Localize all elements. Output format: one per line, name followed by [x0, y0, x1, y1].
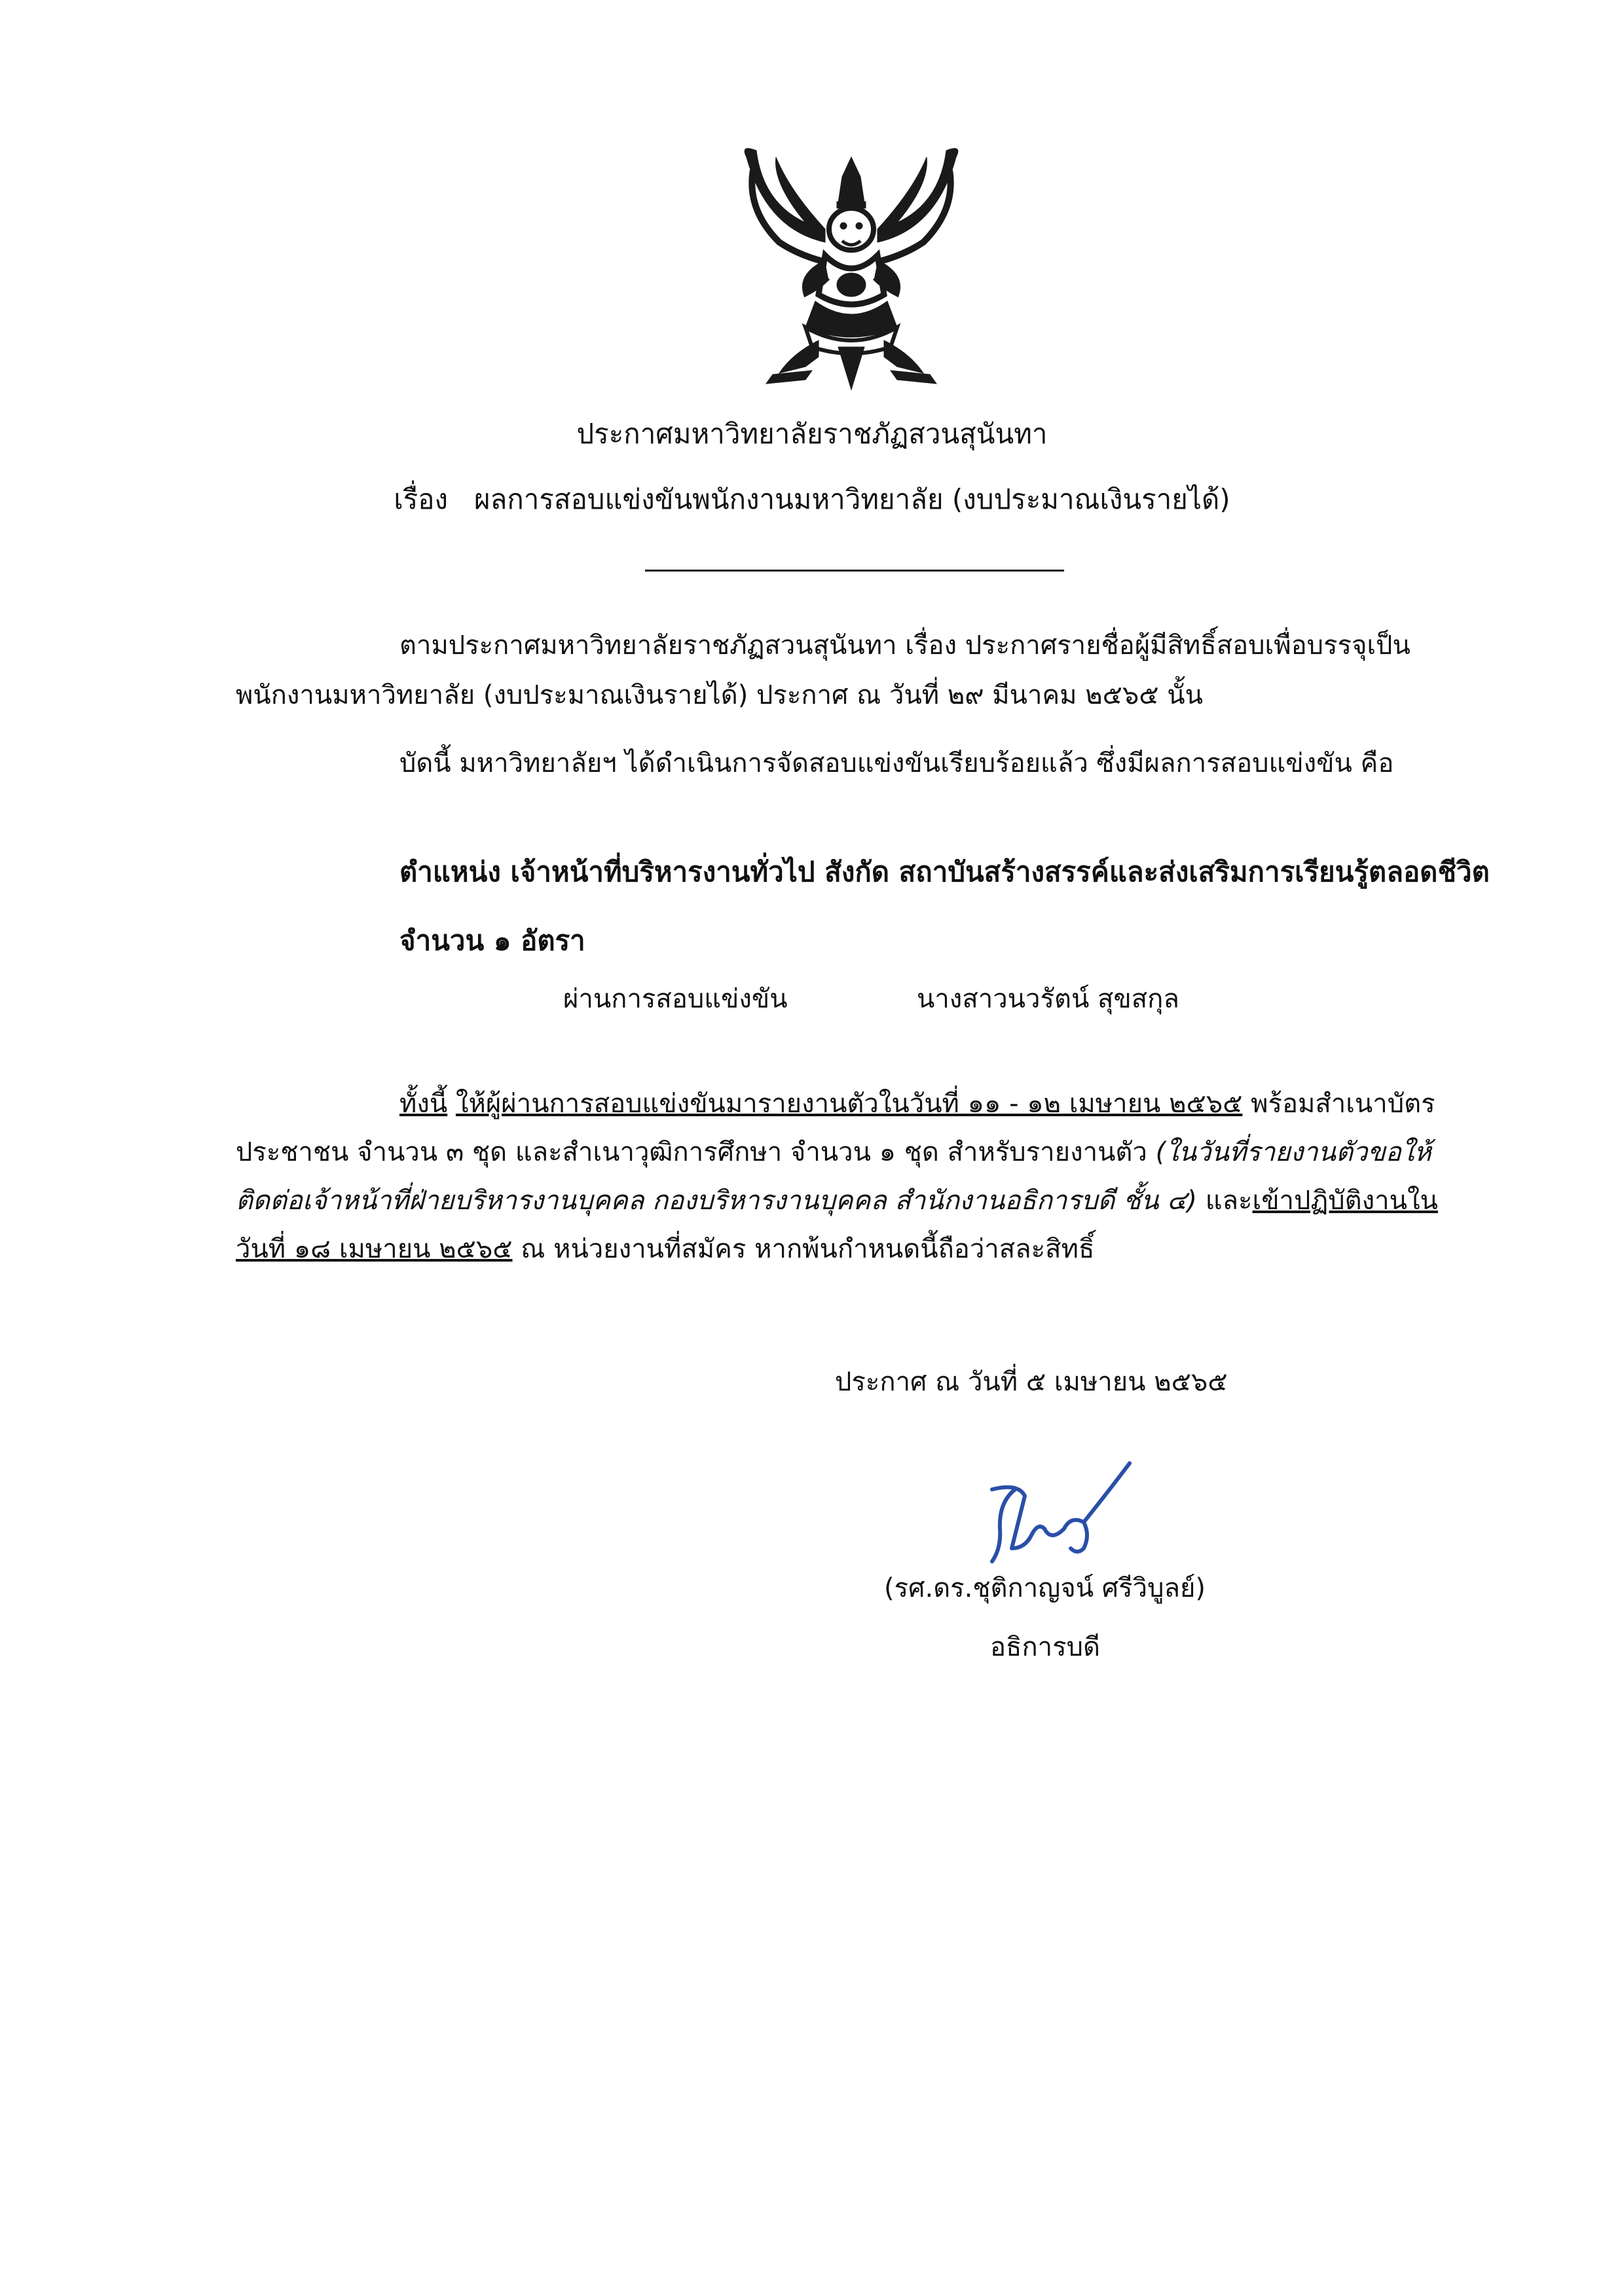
intro-line-2: พนักงานมหาวิทยาลัย (งบประมาณเงินรายได้) ประกาศ ณ วันที่ ๒๙ มีนาคม ๒๕๖๕ นั้น	[236, 680, 1203, 710]
notice-underline-1: ทั้งนี้	[399, 1089, 448, 1119]
announce-date: ประกาศ ณ วันที่ ๕ เมษายน ๒๕๖๕	[835, 1367, 1228, 1397]
title-divider	[645, 570, 1064, 572]
notice-italic-1: (ในวันที่รายงานตัวขอให้	[1155, 1137, 1431, 1167]
notice-text-3: ประชาชน จำนวน ๓ ชุด และสำเนาวุฒิการศึกษา จำนวน ๑ ชุด สำหรับรายงานตัว	[236, 1137, 1156, 1167]
notice-line-4	[236, 1232, 1480, 1266]
notice-text-1	[447, 1089, 456, 1119]
notice-line-3	[236, 1184, 1480, 1218]
notice-line-2	[236, 1135, 1480, 1169]
subject-label: เรื่อง	[394, 483, 449, 515]
notice-text-4: และ	[1197, 1186, 1253, 1216]
result-name: นางสาวนวรัตน์ สุขสกุล	[917, 984, 1179, 1014]
notice-underline-2: ให้ผู้ผ่านการสอบแข่งขันมารายงานตัวในวันที่ ๑๑ - ๑๒ เมษายน ๒๕๖๕	[455, 1089, 1243, 1119]
intro-line-1: ตามประกาศมหาวิทยาลัยราชภัฏสวนสุนันทา เรื่อง ประกาศรายชื่อผู้มีสิทธิ์สอบเพื่อบรรจุเป็น	[399, 630, 1411, 661]
position-title: ตำแหน่ง เจ้าหน้าที่บริหารงานทั่วไป สังกัด สถาบันสร้างสรรค์และส่งเสริมการเรียนรู้ตลอดชีวิต	[399, 856, 1490, 888]
notice-underline-3: เข้าปฏิบัติงานใน	[1252, 1186, 1438, 1216]
document-title: ประกาศมหาวิทยาลัยราชภัฏสวนสุนันทา	[576, 418, 1048, 450]
now-paragraph: บัดนี้ มหาวิทยาลัยฯ ได้ดำเนินการจัดสอบแข่งขันเรียบร้อยแล้ว ซึ่งมีผลการสอบแข่งขัน คือ	[399, 748, 1394, 778]
signer-title: อธิการบดี	[990, 1632, 1100, 1662]
notice-underline-4: วันที่ ๑๘ เมษายน ๒๕๖๕	[236, 1234, 513, 1264]
subject-text: ผลการสอบแข่งขันพนักงานมหาวิทยาลัย (งบประมาณเงินรายได้)	[474, 483, 1230, 515]
handwritten-signature	[953, 1450, 1143, 1575]
garuda-emblem-icon	[727, 131, 976, 393]
notice-text-5: ณ หน่วยงานที่สมัคร หากพ้นกำหนดนี้ถือว่าสละสิทธิ์	[512, 1234, 1095, 1264]
notice-paragraph	[236, 1087, 1480, 1281]
result-label: ผ่านการสอบแข่งขัน	[563, 984, 788, 1014]
notice-line-1	[236, 1087, 1480, 1121]
notice-italic-2: ติดต่อเจ้าหน้าที่ฝ่ายบริหารงานบุคคล กองบริหารงานบุคคล สำนักงานอธิการบดี ชั้น ๔)	[236, 1186, 1198, 1216]
signer-name: (รศ.ดร.ชุติกาญจน์ ศรีวิบูลย์)	[884, 1573, 1206, 1603]
document-subject-line	[0, 482, 1624, 518]
position-count: จำนวน ๑ อัตรา	[399, 924, 585, 957]
notice-text-2: พร้อมสำเนาบัตร	[1242, 1089, 1435, 1119]
intro-paragraph	[236, 629, 1480, 737]
